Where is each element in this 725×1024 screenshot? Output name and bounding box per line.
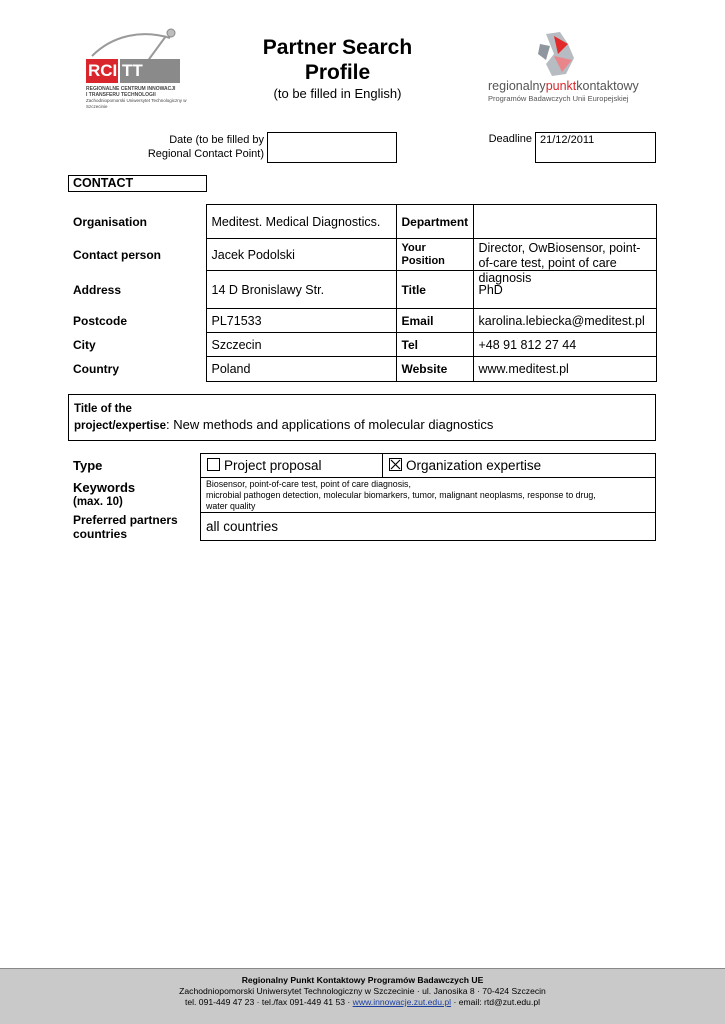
contact-person-label: Contact person (73, 247, 162, 262)
date-label-line2: Regional Contact Point) (147, 148, 264, 160)
postcode-label: Postcode (73, 313, 128, 328)
footer-line1: Regionalny Punkt Kontaktowy Programów Badawczych UE (241, 975, 484, 985)
title-field[interactable]: PhD (473, 271, 656, 309)
address-field[interactable]: 14 D Bronislawy Str. (206, 271, 396, 309)
deadline-label: Deadline (488, 133, 532, 145)
project-title-label-line1: Title of the (74, 403, 132, 415)
rci-tt-mark: RCI TT (88, 61, 143, 80)
preferred-label (73, 513, 178, 541)
your-position-text: Director, OwBiosensor, point-of-care test, point of care diagnosis (478, 241, 641, 285)
postcode-field[interactable]: PL71533 (206, 309, 396, 333)
date-field[interactable] (267, 132, 397, 163)
rci-tt-logo (84, 26, 194, 112)
contact-row-person (68, 239, 656, 271)
your-position-label-line1: Your (401, 241, 426, 254)
keywords-field[interactable] (200, 477, 656, 513)
rci-tt-caption-line3: Zachodniopomorski Uniwersytet Technologiczny w Szczecinie (86, 98, 187, 109)
date-label-line1: Date (to be filled by (169, 134, 264, 146)
deadline-field[interactable]: 21/12/2011 (535, 132, 656, 163)
contact-row-address (68, 271, 656, 309)
contact-row-postcode (68, 309, 656, 333)
department-field[interactable] (473, 205, 656, 239)
type-option-project-proposal[interactable] (200, 453, 383, 478)
country-label: Country (73, 362, 119, 376)
rci-tt-caption (86, 86, 194, 110)
rpk-brand-part2: punkt (545, 79, 577, 93)
rpk-logo (488, 30, 648, 106)
title-label: Title (396, 271, 473, 309)
preferred-countries-field[interactable]: all countries (200, 512, 656, 541)
footer-contact-prefix: tel. 091-449 47 23 · tel./fax 091-449 41 53 · (184, 997, 353, 1007)
rci-tt-caption-line1: REGIONALNE CENTRUM INNOWACJI (86, 86, 176, 92)
type-label: Type (73, 458, 103, 473)
preferred-label-line2: countries (73, 527, 128, 541)
tel-field[interactable]: +48 91 812 27 44 (473, 333, 656, 357)
footer-line2: Zachodniopomorski Uniwersytet Technologiczny w Szczecinie · ul. Janosika 8 · 70-424 Szczecin (179, 986, 546, 996)
organisation-label: Organisation (73, 214, 148, 229)
rci-tt-caption-line2: I TRANSFERU TECHNOLOGII (86, 92, 156, 98)
address-label: Address (73, 282, 122, 297)
type-option2-label: Organization expertise (406, 458, 542, 473)
keywords-line1: Biosensor, point-of-care test, point of care diagnosis, (206, 479, 411, 489)
email-field[interactable]: karolina.lebiecka@meditest.pl (473, 309, 656, 333)
type-option1-label: Project proposal (224, 458, 322, 473)
rpk-logo-graphic (488, 30, 648, 80)
date-label (110, 133, 264, 161)
contact-row-city (68, 333, 656, 357)
checkbox-organization-expertise[interactable] (389, 458, 402, 471)
keywords-line2: microbial pathogen detection, molecular biomarkers, tumor, malignant neoplasms, response to drug, (206, 490, 596, 500)
page-title-line2: Profile (304, 61, 371, 84)
city-label: City (73, 337, 96, 352)
email-label: Email (396, 309, 473, 333)
keywords-line3: water quality (206, 501, 256, 511)
keywords-sublabel: (max. 10) (73, 496, 123, 508)
city-field[interactable]: Szczecin (206, 333, 396, 357)
contact-person-field[interactable]: Jacek Podolski (206, 239, 396, 271)
footer-contact-suffix: · email: rtd@zut.edu.pl (451, 997, 541, 1007)
checkbox-x-icon (390, 459, 401, 470)
organisation-field[interactable]: Meditest. Medical Diagnostics. (206, 205, 396, 239)
page-subtitle: (to be filled in English) (273, 86, 402, 101)
page-title-line1: Partner Search (262, 36, 413, 59)
rpk-caption: Programów Badawczych Unii Europejskiej (488, 94, 629, 103)
type-option-organization-expertise[interactable] (382, 453, 656, 478)
contact-table (68, 204, 657, 382)
tel-label: Tel (396, 333, 473, 357)
country-field[interactable]: Poland (206, 357, 396, 382)
page-footer (0, 968, 725, 1024)
contact-row-organisation (68, 205, 656, 239)
your-position-field[interactable] (473, 239, 656, 285)
contact-row-country (68, 357, 656, 382)
project-title-label-line2: project/expertise (74, 420, 167, 432)
department-label: Department (396, 205, 473, 239)
keywords-label: Keywords (73, 480, 136, 495)
project-title-box[interactable] (68, 394, 656, 441)
rpk-brand (488, 79, 648, 93)
your-position-label (396, 239, 473, 271)
rpk-brand-part3: kontaktowy (576, 79, 639, 93)
checkbox-project-proposal[interactable] (207, 458, 220, 471)
your-position-label-line2: Position (401, 254, 445, 267)
contact-heading: CONTACT (68, 175, 207, 192)
website-label: Website (396, 357, 473, 382)
footer-website-link[interactable]: www.innowacje.zut.edu.pl (352, 997, 452, 1007)
footer-line3 (0, 997, 725, 1008)
rpk-brand-part1: regionalny (488, 79, 546, 93)
project-title-value: : New methods and applications of molecular diagnostics (166, 417, 494, 432)
preferred-label-line1: Preferred partners (73, 513, 178, 527)
website-field[interactable]: www.meditest.pl (473, 357, 656, 382)
project-title-line (74, 417, 650, 434)
